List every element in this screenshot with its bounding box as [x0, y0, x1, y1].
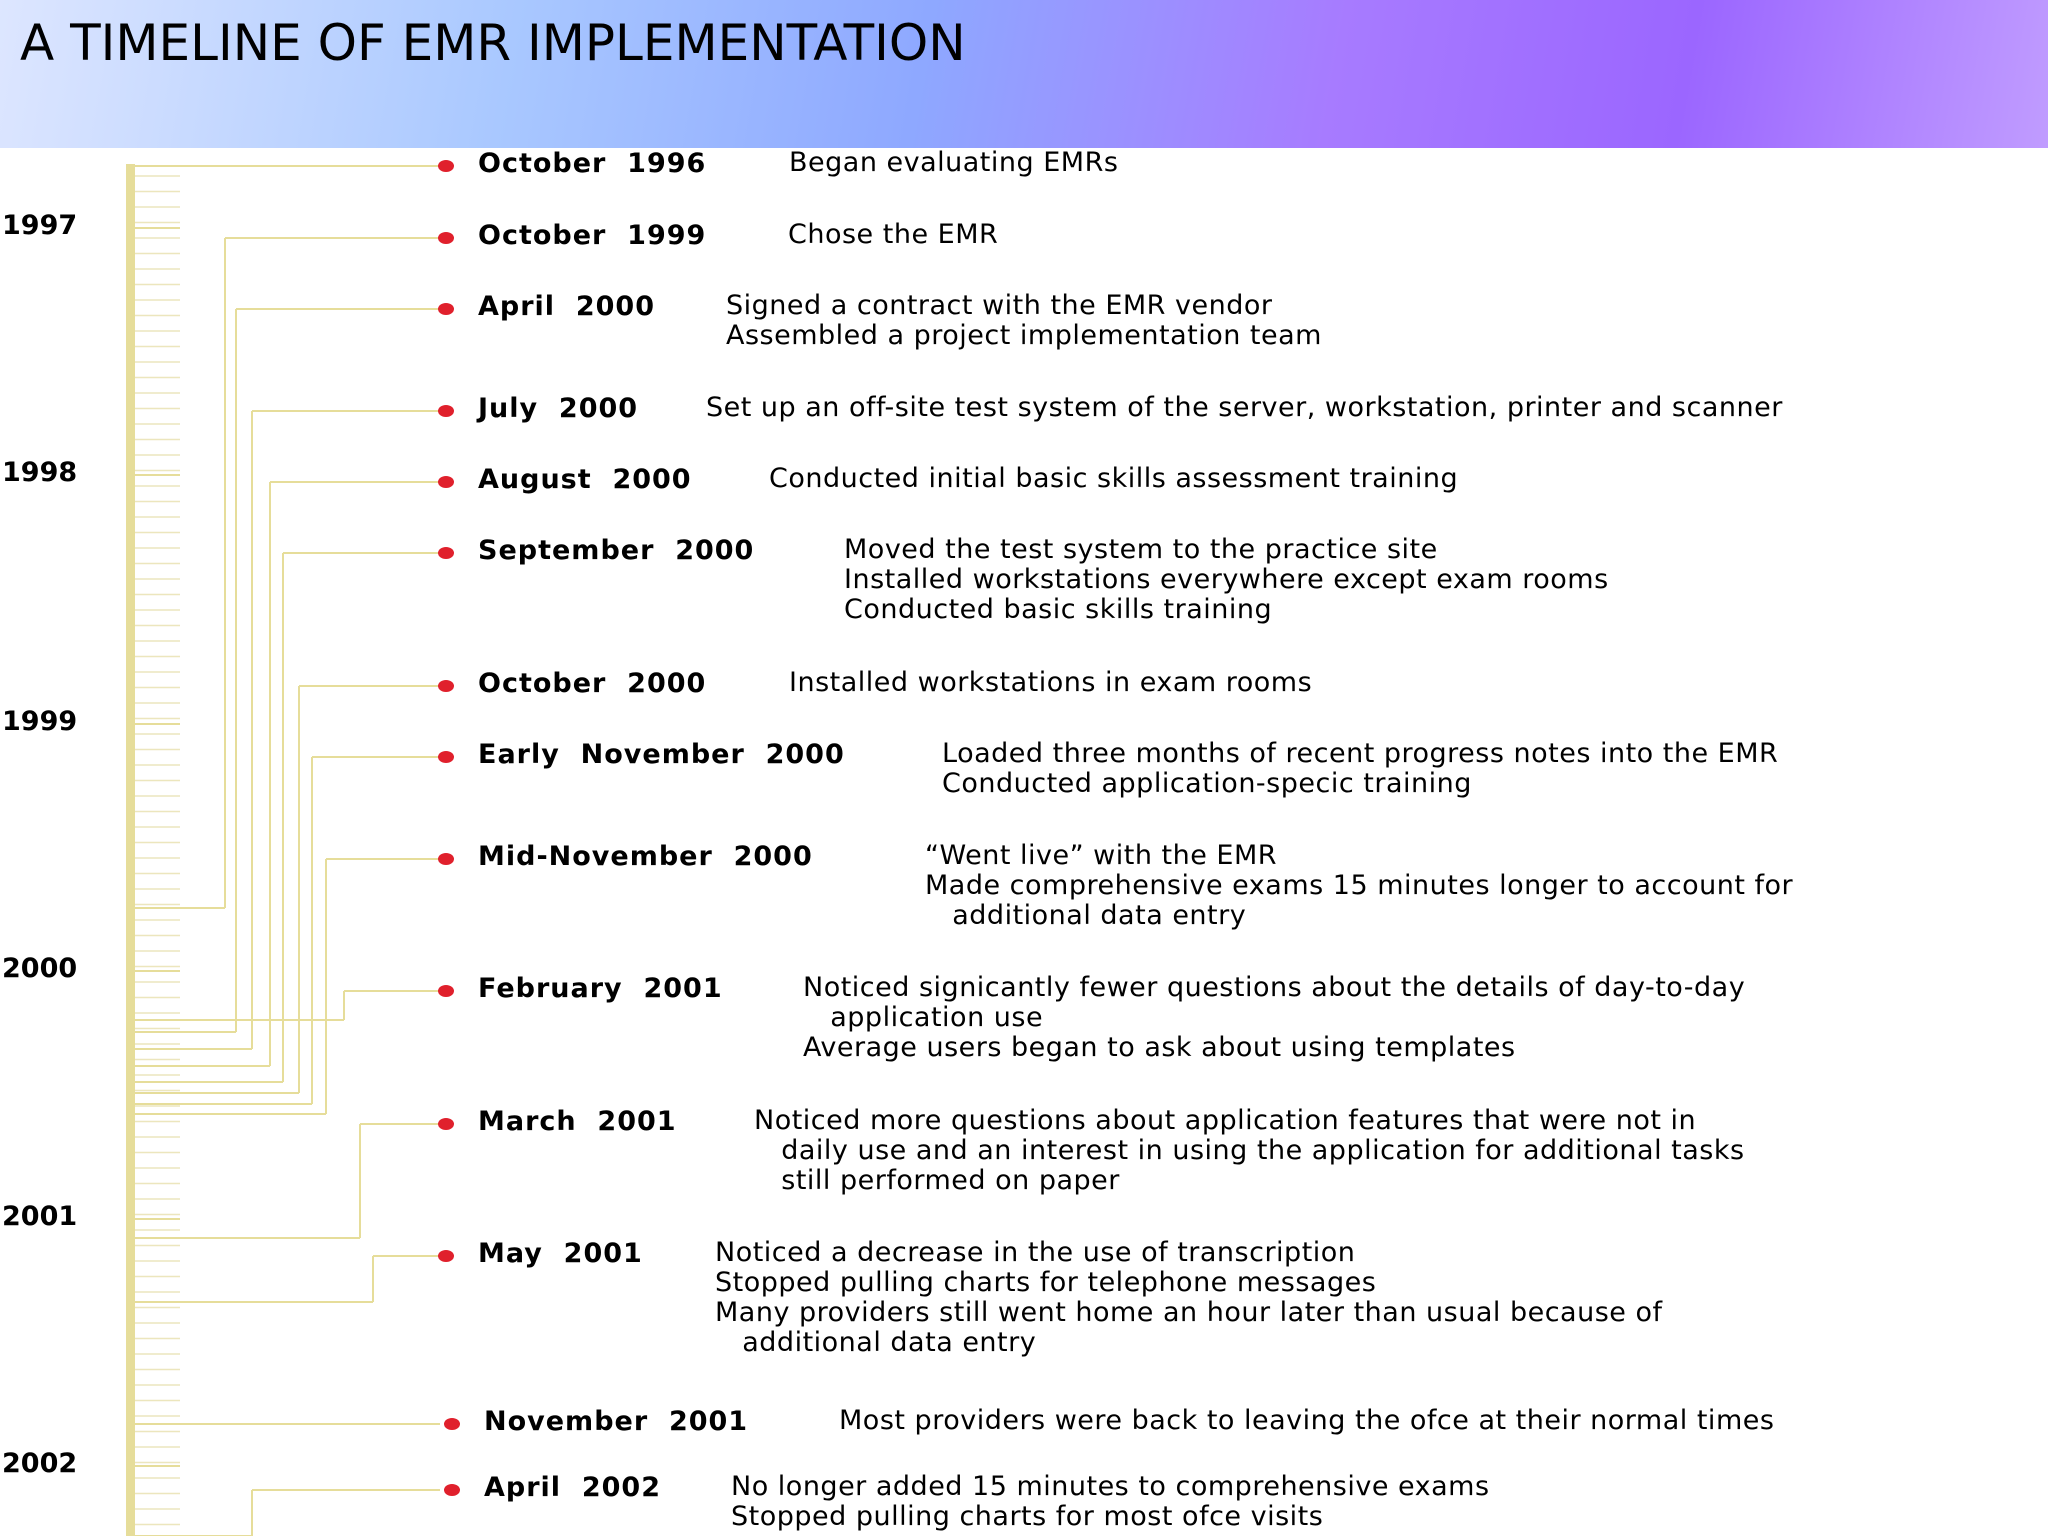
event-date: Early November 2000: [478, 739, 845, 770]
event-description: Made comprehensive exams 15 minutes longer to account for: [925, 870, 1794, 901]
event-description: Loaded three months of recent progress notes into the EMR: [942, 738, 1779, 769]
bullet-dot: [438, 1118, 454, 1130]
event-description: still performed on paper: [754, 1165, 1120, 1196]
event-date: October 1996: [478, 148, 707, 179]
event-description: Conducted initial basic skills assessment training: [769, 463, 1459, 494]
year-label: 1998: [2, 457, 78, 488]
bullet-dot: [438, 751, 454, 763]
event-description: Most providers were back to leaving the ofce at their normal times: [839, 1405, 1775, 1436]
event-description: Set up an off-site test system of the server, workstation, printer and scanner: [706, 392, 1783, 423]
event-date: April 2000: [478, 291, 655, 322]
event-description: Average users began to ask about using templates: [803, 1032, 1516, 1063]
bullet-dot: [438, 680, 454, 692]
event-description: Signed a contract with the EMR vendor: [726, 290, 1273, 321]
event-date: July 2000: [478, 393, 639, 424]
event-description: Many providers still went home an hour later than usual because of: [715, 1297, 1663, 1328]
bullet-dot: [438, 476, 454, 488]
bullet-dot: [444, 1484, 460, 1496]
event-description: Stopped pulling charts for most ofce visits: [731, 1501, 1324, 1532]
event-description: application use: [803, 1002, 1044, 1033]
bullet-dot: [438, 985, 454, 997]
event-date: Mid-November 2000: [478, 841, 813, 872]
timeline-spine: [126, 164, 135, 1536]
bullet-dot: [444, 1418, 460, 1430]
event-description: Moved the test system to the practice site: [844, 534, 1438, 565]
event-description: Noticed a decrease in the use of transcription: [715, 1237, 1356, 1268]
event-date: October 1999: [478, 220, 707, 251]
event-date: February 2001: [478, 973, 723, 1004]
page-title: A TIMELINE OF EMR IMPLEMENTATION: [20, 14, 966, 72]
event-description: additional data entry: [925, 900, 1247, 931]
bullet-dot: [438, 405, 454, 417]
bullet-dot: [438, 1250, 454, 1262]
year-label: 1997: [2, 210, 78, 241]
bullet-dot: [438, 160, 454, 172]
bullet-dot: [438, 547, 454, 559]
bullet-dot: [438, 853, 454, 865]
event-description: Stopped pulling charts for telephone messages: [715, 1267, 1377, 1298]
year-label: 2002: [2, 1448, 78, 1479]
event-description: Noticed more questions about application features that were not in: [754, 1105, 1697, 1136]
event-description: daily use and an interest in using the application for additional tasks: [754, 1135, 1745, 1166]
year-label: 1999: [2, 706, 78, 737]
event-date: September 2000: [478, 535, 755, 566]
event-date: November 2001: [484, 1406, 749, 1437]
event-description: Assembled a project implementation team: [726, 320, 1322, 351]
event-description: Conducted basic skills training: [844, 594, 1273, 625]
year-label: 2001: [2, 1201, 78, 1232]
event-description: Began evaluating EMRs: [789, 147, 1119, 178]
event-description: Conducted application-specic training: [942, 768, 1472, 799]
event-description: No longer added 15 minutes to comprehensive exams: [731, 1471, 1490, 1502]
event-date: May 2001: [478, 1238, 643, 1269]
year-label: 2000: [2, 953, 78, 984]
event-description: Installed workstations in exam rooms: [789, 667, 1313, 698]
event-description: additional data entry: [715, 1327, 1037, 1358]
event-description: “Went live” with the EMR: [925, 840, 1278, 871]
bullet-dot: [438, 303, 454, 315]
event-date: August 2000: [478, 464, 692, 495]
event-date: March 2001: [478, 1106, 677, 1137]
event-description: Installed workstations everywhere except exam rooms: [844, 564, 1609, 595]
event-description: Noticed signicantly fewer questions about the details of day-to-day: [803, 972, 1746, 1003]
event-description: Chose the EMR: [788, 219, 999, 250]
event-date: April 2002: [484, 1472, 661, 1503]
bullet-dot: [438, 232, 454, 244]
event-date: October 2000: [478, 668, 707, 699]
